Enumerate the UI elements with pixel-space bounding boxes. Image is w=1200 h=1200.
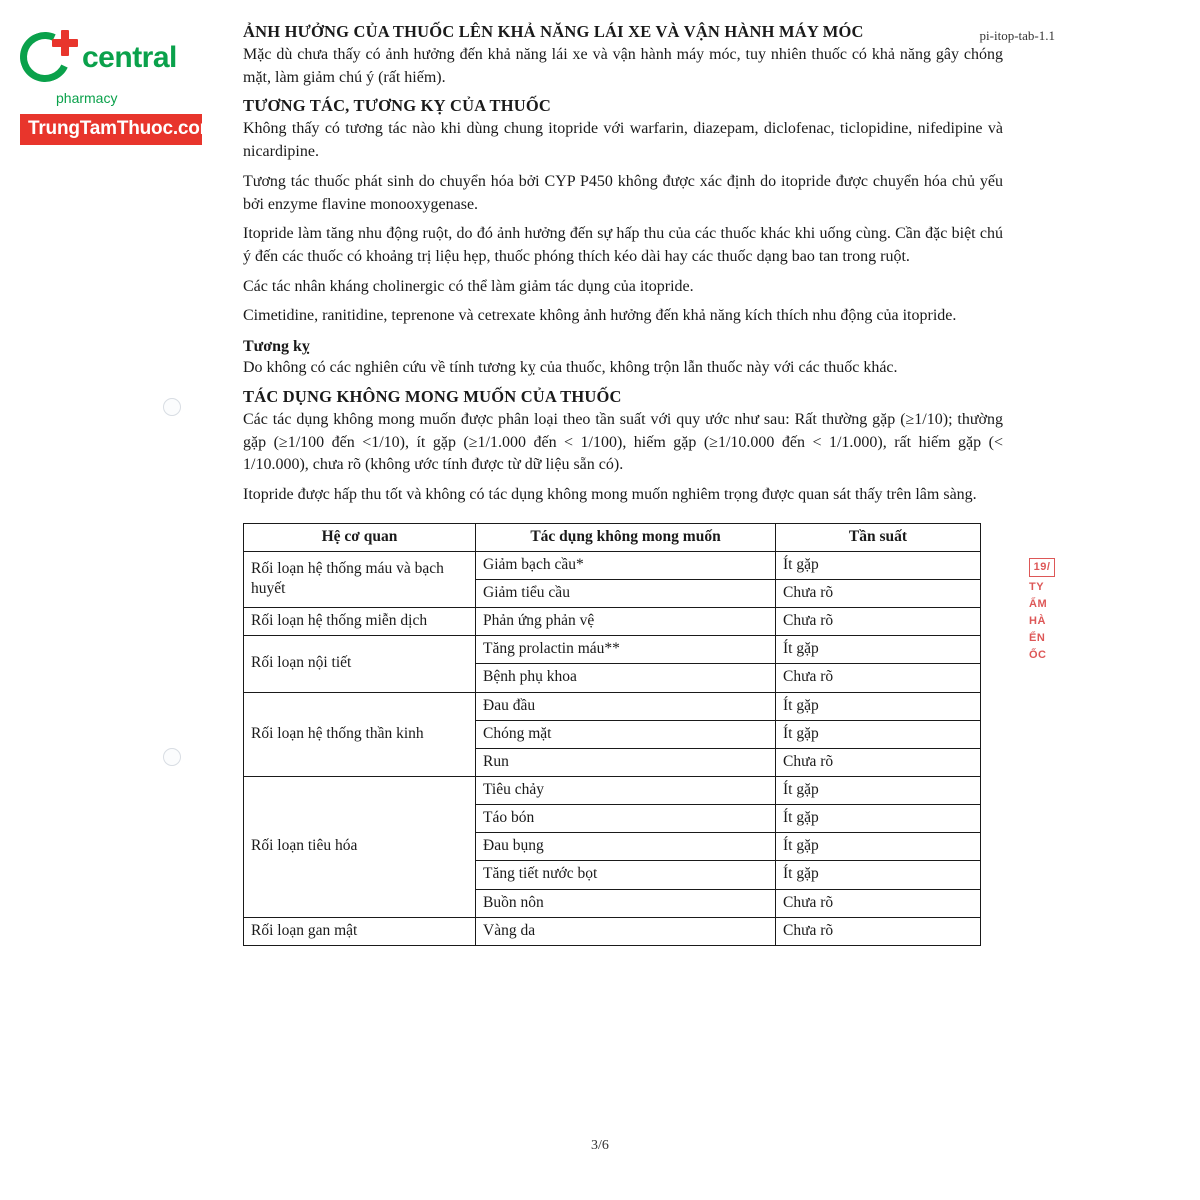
cell-effect: Giảm bạch cầu* (476, 551, 776, 579)
stamp-line: ẨM (1029, 598, 1048, 611)
section-heading-interactions: TƯƠNG TÁC, TƯƠNG KỴ CỦA THUỐC (243, 96, 552, 116)
cell-organ: Rối loạn nội tiết (244, 636, 476, 692)
table-row (244, 917, 981, 945)
site-branding (20, 30, 220, 145)
column-header-organ: Hệ cơ quan (244, 523, 476, 551)
table-header-row (244, 523, 981, 551)
paragraph: Do không có các nghiên cứu về tính tương kỵ của thuốc, không trộn lẫn thuốc này với các thuốc khác. (243, 359, 898, 377)
stamp-line: 19/ (1029, 558, 1055, 577)
table-row (244, 608, 981, 636)
stamp-line: TY (1029, 581, 1045, 594)
cell-frequency: Chưa rõ (776, 664, 981, 692)
column-header-frequency: Tần suất (776, 523, 981, 551)
cell-frequency: Ít gặp (776, 833, 981, 861)
cell-frequency: Ít gặp (776, 636, 981, 664)
paragraph: Không thấy có tương tác nào khi dùng chung itopride với warfarin, diazepam, diclofenac, ticlopidine, nifedipine và nicardipine. (243, 120, 1003, 161)
cell-frequency: Chưa rõ (776, 580, 981, 608)
stamp-line: HÀ (1029, 615, 1046, 628)
cell-frequency: Ít gặp (776, 720, 981, 748)
document-code: pi-itop-tab-1.1 (979, 28, 1055, 43)
cell-frequency: Chưa rõ (776, 917, 981, 945)
cell-effect: Tăng tiết nước bọt (476, 861, 776, 889)
section-heading-adverse-effects: TÁC DỤNG KHÔNG MONG MUỐN CỦA THUỐC (243, 386, 622, 406)
cell-effect: Tăng prolactin máu** (476, 636, 776, 664)
adverse-effects-table (243, 523, 981, 946)
stamp-line: ỂN (1029, 632, 1046, 645)
cell-frequency: Ít gặp (776, 551, 981, 579)
cell-effect: Tiêu chảy (476, 777, 776, 805)
cell-frequency: Chưa rõ (776, 748, 981, 776)
paragraph: Cimetidine, ranitidine, teprenone và cetrexate không ảnh hưởng đến khả năng kích thích nhu động của itopride. (243, 307, 957, 325)
cell-organ: Rối loạn hệ thống thần kinh (244, 692, 476, 776)
cell-organ: Rối loạn gan mật (244, 917, 476, 945)
cell-frequency: Chưa rõ (776, 608, 981, 636)
table-row (244, 636, 981, 664)
cell-effect: Run (476, 748, 776, 776)
paragraph: Tương tác thuốc phát sinh do chuyển hóa bởi CYP P450 không được xác định do itopride được chuyển hóa chủ yếu bởi enzyme flavine monooxygenase. (243, 172, 1003, 213)
cell-frequency: Ít gặp (776, 805, 981, 833)
paragraph: Itopride được hấp thu tốt và không có tác dụng không mong muốn nghiêm trọng được quan sát thấy trên lâm sàng. (243, 486, 977, 504)
central-pharmacy-logo-icon (20, 30, 76, 86)
paragraph: Các tác nhân kháng cholinergic có thể làm giảm tác dụng của itopride. (243, 277, 694, 295)
stamp-line: ỐC (1029, 649, 1047, 662)
cell-effect: Đau đầu (476, 692, 776, 720)
logo-row (20, 30, 220, 86)
medical-cross-icon (52, 30, 78, 56)
table-row (244, 551, 981, 579)
page-number: 3/6 (591, 1138, 609, 1153)
cell-frequency: Ít gặp (776, 861, 981, 889)
subsection-heading-incompatibility: Tương kỵ (243, 338, 310, 356)
cell-effect: Vàng da (476, 917, 776, 945)
punch-hole-mark (163, 748, 181, 766)
cell-organ: Rối loạn hệ thống máu và bạch huyết (244, 551, 476, 607)
cell-organ: Rối loạn tiêu hóa (244, 777, 476, 918)
cell-effect: Phản ứng phản vệ (476, 608, 776, 636)
paragraph: Itopride làm tăng nhu động ruột, do đó ảnh hưởng đến sự hấp thu của các thuốc khác khi uống cùng. Cần đặc biệt chú ý đến các thuốc có khoảng trị liệu hẹp, thuốc phóng thích kéo dài hay các thuốc dạng bao tan trong ruột. (243, 225, 1003, 266)
cell-effect: Bệnh phụ khoa (476, 664, 776, 692)
brand-tagline: pharmacy (56, 90, 118, 106)
column-header-effect: Tác dụng không mong muốn (476, 523, 776, 551)
cell-effect: Đau bụng (476, 833, 776, 861)
brand-name: central (82, 41, 177, 74)
cell-effect: Chóng mặt (476, 720, 776, 748)
paragraph: Các tác dụng không mong muốn được phân loại theo tần suất với quy ước như sau: Rất thường gặp (≥1/10); thường gặp (≥1/100 đến <1/10), ít gặp (≥1/1.000 đến < 1/100), hiếm gặp (≥1/10.000 đến < 1/1.000), rất hiếm gặp (< 1/10.000), chưa rõ (không ước tính được từ dữ liệu sẵn có). (243, 410, 1003, 474)
punch-hole-mark (163, 398, 181, 416)
section-heading-driving: ẢNH HƯỞNG CỦA THUỐC LÊN KHẢ NĂNG LÁI XE VÀ VẬN HÀNH MÁY MÓC (243, 22, 864, 41)
document-body (243, 22, 1003, 946)
cell-frequency: Ít gặp (776, 777, 981, 805)
cell-effect: Buồn nôn (476, 889, 776, 917)
cell-effect: Giảm tiểu cầu (476, 580, 776, 608)
table-row (244, 692, 981, 720)
cell-organ: Rối loạn hệ thống miễn dịch (244, 608, 476, 636)
cell-frequency: Chưa rõ (776, 889, 981, 917)
logo-text (82, 43, 177, 73)
paragraph: Mặc dù chưa thấy có ảnh hưởng đến khả năng lái xe và vận hành máy móc, tuy nhiên thuốc có khả năng gây chóng mặt, làm giảm chú ý (rất hiếm). (243, 46, 1003, 86)
approval-stamp (1029, 558, 1055, 664)
table-row (244, 777, 981, 805)
website-banner: TrungTamThuoc.com (20, 114, 202, 145)
cell-frequency: Ít gặp (776, 692, 981, 720)
cell-effect: Táo bón (476, 805, 776, 833)
